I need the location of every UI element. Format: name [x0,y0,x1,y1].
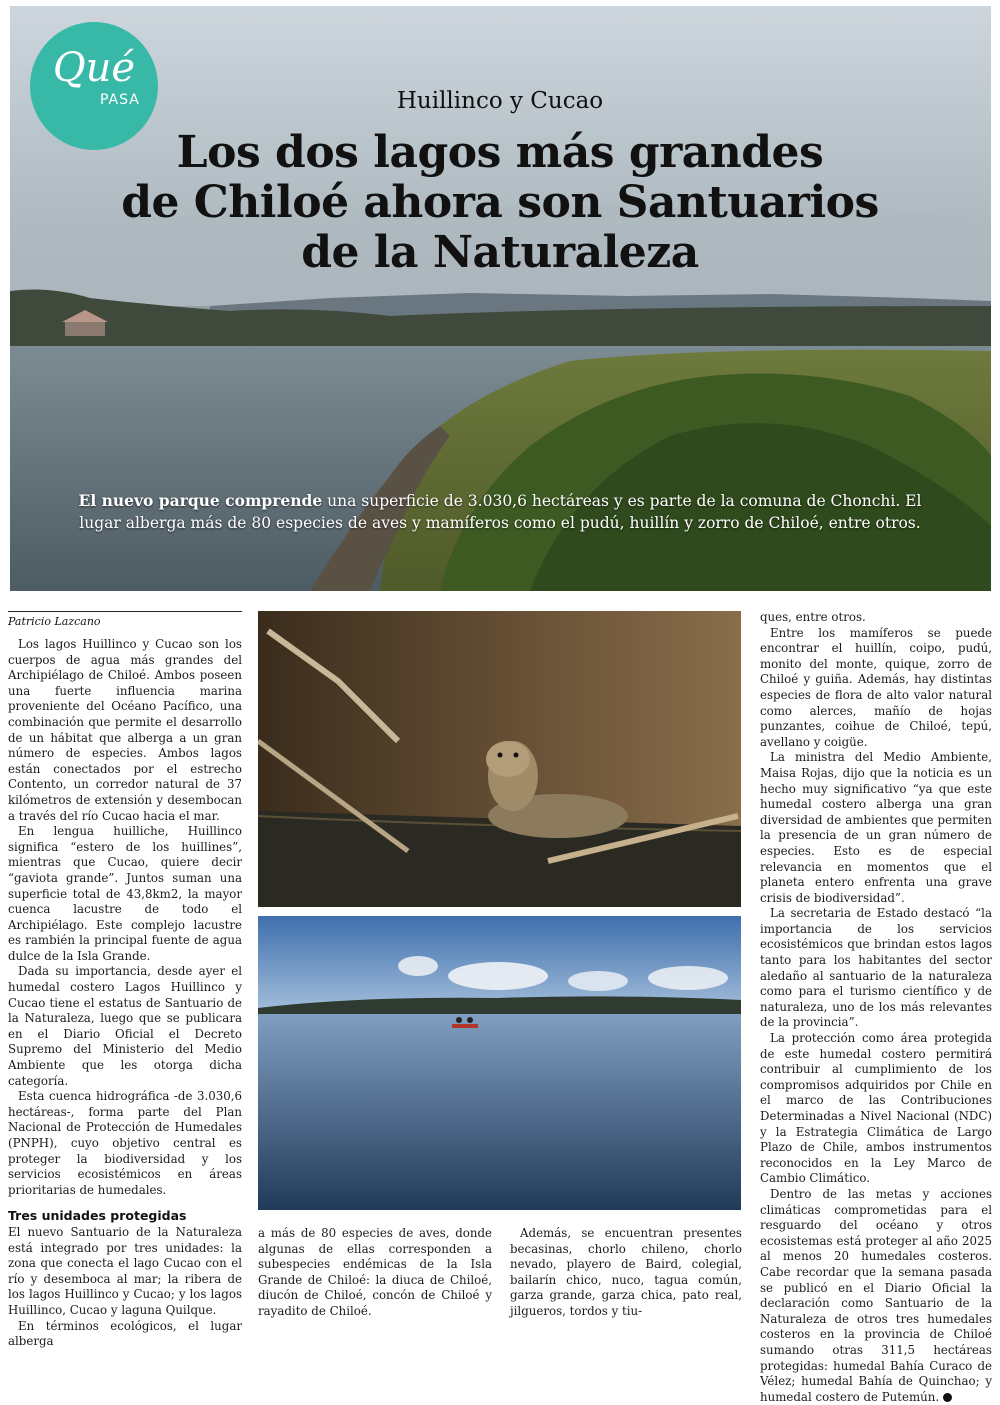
caption-rest: una superficie de 3.030,6 hectáreas y es parte de la comuna de Chonchi. El lugar alberga más de 80 especies de aves y mamíferos como el pudú, huillín y zorro de Chiloé, entre otros. [79,492,922,532]
paragraph: Dada su importancia, desde ayer el humedal costero Lagos Huillinco y Cucao tiene el estatus de Santuario de la Naturaleza, luego que se publicara en el Diario Oficial el Decreto Supremo del Ministerio del Medio Ambiente que les otorga dicha categoría. [8,964,242,1088]
end-of-article-dot-icon [943,1393,952,1402]
paragraph: Los lagos Huillinco y Cucao son los cuerpos de agua más grandes del Archipiélago de Chiloé. Ambos poseen una fuerte influencia marina proveniente del Océano Pacífico, una combinación que permite el desarrollo de un hábitat que alberga a un gran número de especies. Ambos lagos están conectados por el estrecho Contento, un corredor natural de 37 kilómetros de extensión y desembocan a través del río Cucao hacia el mar. [8,637,242,823]
otter-photo [258,611,741,907]
article-column-4 [760,610,992,1405]
paragraph: En lengua huilliche, Huillinco significa “estero de los huillines”, mientras que Cucao, quiere decir “gaviota grande”. Juntos suman una superficie total de 43,8km2, la mayor cuenca lacustre de todo el Archipiélago. Este complejo lacustre es rambién la principal fuente de agua dulce de la Isla Grande. [8,824,242,963]
headline-line-3: de la Naturaleza [301,227,699,278]
paragraph: Esta cuenca hidrográfica -de 3.030,6 hectáreas-, forma parte del Plan Nacional de Protección de Humedales (PNPH), cuyo objetivo central es proteger la biodiversidad y los servicios ecosistémicos en áreas prioritarias de humedales. [8,1089,242,1197]
paragraph: La ministra del Medio Ambiente, Maisa Rojas, dijo que la noticia es un hecho muy significativo “ya que este humedal costero alberga una gran diversidad de ambientes que permiten la presencia de un gran número de especies. Esto es de especial relevancia en momentos que el planeta entero enfrenta una grave crisis de biodiversidad”. [760,750,992,905]
badge-que: Qué [52,45,136,91]
otter-illustration [258,611,741,907]
paragraph: Además, se encuentran presentes becasinas, chorlo chileno, chorlo nevado, playero de Baird, colegial, bailarín chico, nuco, tagua común, garza grande, garza chica, pato real, jilgueros, tordos y tiu- [510,1226,742,1318]
paragraph [760,1187,992,1405]
headline-line-2: de Chiloé ahora son Santuarios [121,177,879,228]
paragraph: ques, entre otros. [760,610,866,624]
paragraph: La secretaria de Estado destacó “la importancia de los servicios ecosistémicos que brindan estos lagos tanto para los habitantes del sector aledaño al santuario de la naturaleza como para el turismo científico y de naturaleza, uno de los más relevantes de la provincia”. [760,906,992,1030]
caption-lead: El nuevo parque comprende [78,491,323,510]
paragraph-text: Dentro de las metas y acciones climáticas comprometidas para el resguardo del océano y otros ecosistemas está proteger al año 2025 al menos 20 humedales costeros. Cabe recordar que la semana pasada se publicó en el Diario Oficial la declaración como Santuario de la Naturaleza de otros tres humedales costeros en la provincia de Chiloé sumando otras 311,5 hectáreas protegidas: humedal Bahía Curaco de Vélez; humedal Bahía de Quinchao; y humedal costero de Putemún. [760,1186,992,1404]
paragraph: a más de 80 especies de aves, donde algunas de ellas corresponden a subespecies endémicas de la Isla Grande de Chiloé: la diuca de Chiloé, diucón de Chiloé, concón de Chiloé y rayadito de Chiloé. [258,1226,492,1318]
article-column-1 [8,637,242,1350]
lake-kayak-photo [258,916,741,1210]
kicker: Huillinco y Cucao [396,88,604,114]
paragraph: Entre los mamíferos se puede encontrar el huillín, coipo, pudú, monito del monte, quique, zorro de Chiloé y guiña. Además, hay distintas especies de flora de alto valor natural como alerces, mañío de hojas punzantes, coihue de Chiloé, tepú, avellano y coigüe. [760,625,992,749]
article-column-2 [258,1226,492,1320]
photo-caption [60,490,940,534]
article-column-3 [510,1226,742,1320]
paragraph: El nuevo Santuario de la Naturaleza está integrado por tres unidades: la zona que conecta el lago Cucao con el río y desemboca al mar; la ribera de los lagos Huillinco y Cucao; y los lagos Huillinco, Cucao y laguna Quilque. [8,1224,242,1317]
badge-pasa: PASA [100,92,140,108]
subheading: Tres unidades protegidas [8,1208,187,1224]
headline-line-1: Los dos lagos más grandes [176,127,824,178]
paragraph: La protección como área protegida de este humedal costero permitirá contribuir al cumplimiento de los compromisos adquiridos por Chile en el marco de las Contribuciones Determinadas a Nivel Nacional (NDC) y la Estrategia Climática de Largo Plazo de Chile, ambos instrumentos reconocidos en la Ley Marco de Cambio Climático. [760,1031,992,1186]
byline: Patricio Lazcano [8,611,242,628]
lake-kayak-illustration [258,916,741,1210]
headline [60,128,940,278]
paragraph: En términos ecológicos, el lugar alberga [8,1318,242,1349]
